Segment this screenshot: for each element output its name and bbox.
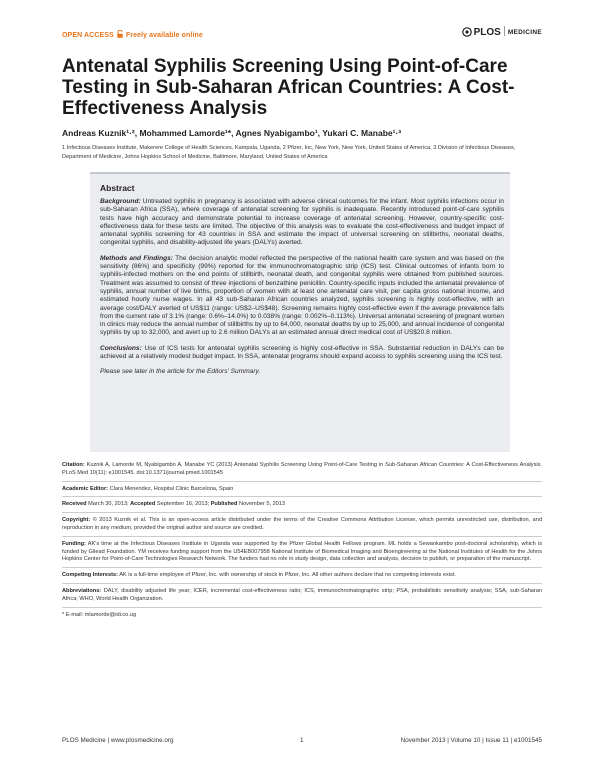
editors-summary-note: Please see later in the article for the Editors' Summary.: [100, 368, 261, 376]
background-label: Background:: [100, 198, 141, 205]
abstract-conclusions: [100, 345, 504, 362]
publication-dates: Received March 30, 2013; Accepted September 16, 2013; Published November 5, 2013: [62, 501, 286, 508]
citation: Citation: Kuznik A, Lamorde M, Nyabigambo A, Manabe YC (2013) Antenatal Syphilis Screening Using Point-of-Care Testing in Sub-Saharan African Countries: A Cost-Effectiveness Analysis. PLoS Med 10(11): e1001545. doi:10.1371/journal.pmed.1001545: [62, 462, 542, 476]
journal-name: MEDICINE: [507, 29, 542, 36]
funding: Funding: AK's time at the Infectious Diseases Institute in Uganda was supported by the Pfizer Global Health Fellows program. ML holds a Sewankambo post-doctoral scholarship, which is funded by Gilead Foundation. YM receives funding support from the U54EB007958 National Institute of Biomedical Imaging and Bioengineering at the National Institutes of Health for the Johns Hopkins Center for Point-of-Care Technologies Research Network. The funders had no role in study design, data collection and analysis, decision to publish, or preparation of the manuscript.: [62, 540, 542, 563]
author-list: Andreas Kuznik¹·², Mohammed Lamorde¹*, Agnes Nyabigambo¹, Yukari C. Manabe¹·³: [62, 128, 402, 138]
abstract-box: [90, 172, 510, 452]
conclusions-text: Use of ICS tests for antenatal syphilis screening is highly cost-effective in SSA. Substantial reduction in DALYs can be achieved at a relatively modest budget impact. In SSA, antenatal programs should expand access to syphilis screening using the ICS test.: [100, 344, 504, 361]
footer-issue: November 2013 | Volume 10 | Issue 11 | e1001545: [400, 737, 542, 744]
abstract-body: [100, 198, 504, 384]
open-access-label: OPEN ACCESS: [62, 32, 114, 39]
methods-text: The decision analytic model reflected the perspective of the national health care system and was based on the sensitivity (86%) and specificity (99%) reported for the immunochromatographic strip (ICS) test. Clinical outcomes of infants born to syphilis-infected mothers on the end points of stillbirth, neonatal death, and congenital syphilis were obtained from published sources. Treatment was assumed to consist of three injections of benzathine penicillin. Country-specific inputs included the antenatal prevalence of syphilis, annual number of live births, proportion of women with at least one antenatal care visit, per capita gross national income, and estimated hourly nurse wages. In all 43 sub-Saharan African countries analyzed, syphilis screening is highly cost-effective, with an average cost/DALY averted of US$11 (range: US$2–US$48). Screening remains highly cost-effective even if the average prevalence falls from the current rate of 3.1% (range: 0.6%–14.0%) to 0.038% (range: 0.002%–0.113%). Universal antenatal screening of pregnant women in clinics may reduce the annual number of stillbirths by up to 64,000, neonatal deaths by up to 25,000, and annual incidence of congenital syphilis by up to 32,000, and avert up to 2.6 million DALYs at an estimated annual direct medical cost of US$20.8 million.: [100, 254, 504, 337]
article-title: Antenatal Syphilis Screening Using Point-of-Care Testing in Sub-Saharan African Countries: A Cost-Effectiveness Analysis: [62, 56, 515, 119]
methods-label: Methods and Findings:: [100, 254, 173, 262]
plos-logo-icon: [462, 27, 472, 40]
freely-available-label: Freely available online: [125, 32, 203, 39]
abstract-heading: Abstract: [100, 183, 135, 193]
plos-brand: PLOS: [473, 27, 501, 38]
abstract-background: [100, 198, 504, 248]
footer-journal: PLOS Medicine | www.plosmedicine.org: [62, 737, 174, 744]
plos-medicine-logo: [462, 26, 542, 40]
open-access-banner: [62, 30, 203, 40]
academic-editor: Academic Editor: Clara Menendez, Hospital Clinic Barcelona, Spain: [62, 485, 234, 492]
page-number: 1: [300, 737, 304, 744]
abbreviations: Abbreviations: DALY, disability adjusted life year; ICER, incremental cost-effectiveness ratio; ICS, immunochromatographic strip; PSA, probabilistic sensitivity analysis; SSA, sub-Saharan Africa; WHO, World Health Organization.: [62, 587, 543, 602]
copyright: Copyright: © 2013 Kuznik et al. This is an open-access article distributed under the terms of the Creative Commons Attribution License, which permits unrestricted use, distribution, and reproduction in any medium, provided the original author and source are credited.: [62, 517, 542, 531]
open-lock-icon: [117, 30, 123, 40]
competing-interests: Competing Interests: AK is a full-time employee of Pfizer, Inc. with ownership of stock in Pfizer, Inc. All other authors declare that no competing interests exist.: [62, 572, 456, 579]
affiliations: 1 Infectious Diseases Institute, Makerere College of Health Sciences, Kampala, Uganda, 2 Pfizer, Inc, New York, New York, United States of America, 3 Division of Infectious Diseases, Department of Medicine, Johns Hopkins School of Medicine, Baltimore, Maryland, United States of America: [62, 145, 516, 160]
abstract-methods: [100, 255, 504, 338]
background-text: Untreated syphilis in pregnancy is associated with adverse clinical outcomes for the infant. Most syphilis infections occur in sub-Saharan Africa (SSA), where coverage of antenatal screening for syphilis is inadequate. Recently introduced point-of-care syphilis tests have high accuracy and demonstrate potential to increase coverage of antenatal screening. However, country-specific cost-effectiveness data for these tests are limited. The objective of this analysis was to evaluate the cost-effectiveness and budget impact of antenatal syphilis screening for 43 countries in SSA and estimate the impact of universal screening on stillbirths, neonatal deaths, congenital syphilis, and disability-adjusted life years (DALYs) averted.: [100, 198, 504, 247]
journal-header: [62, 26, 542, 44]
conclusions-label: Conclusions:: [100, 344, 142, 352]
article-metadata: [62, 462, 542, 622]
corresponding-email: * E-mail: mlamorde@idi.co.ug: [62, 611, 137, 618]
